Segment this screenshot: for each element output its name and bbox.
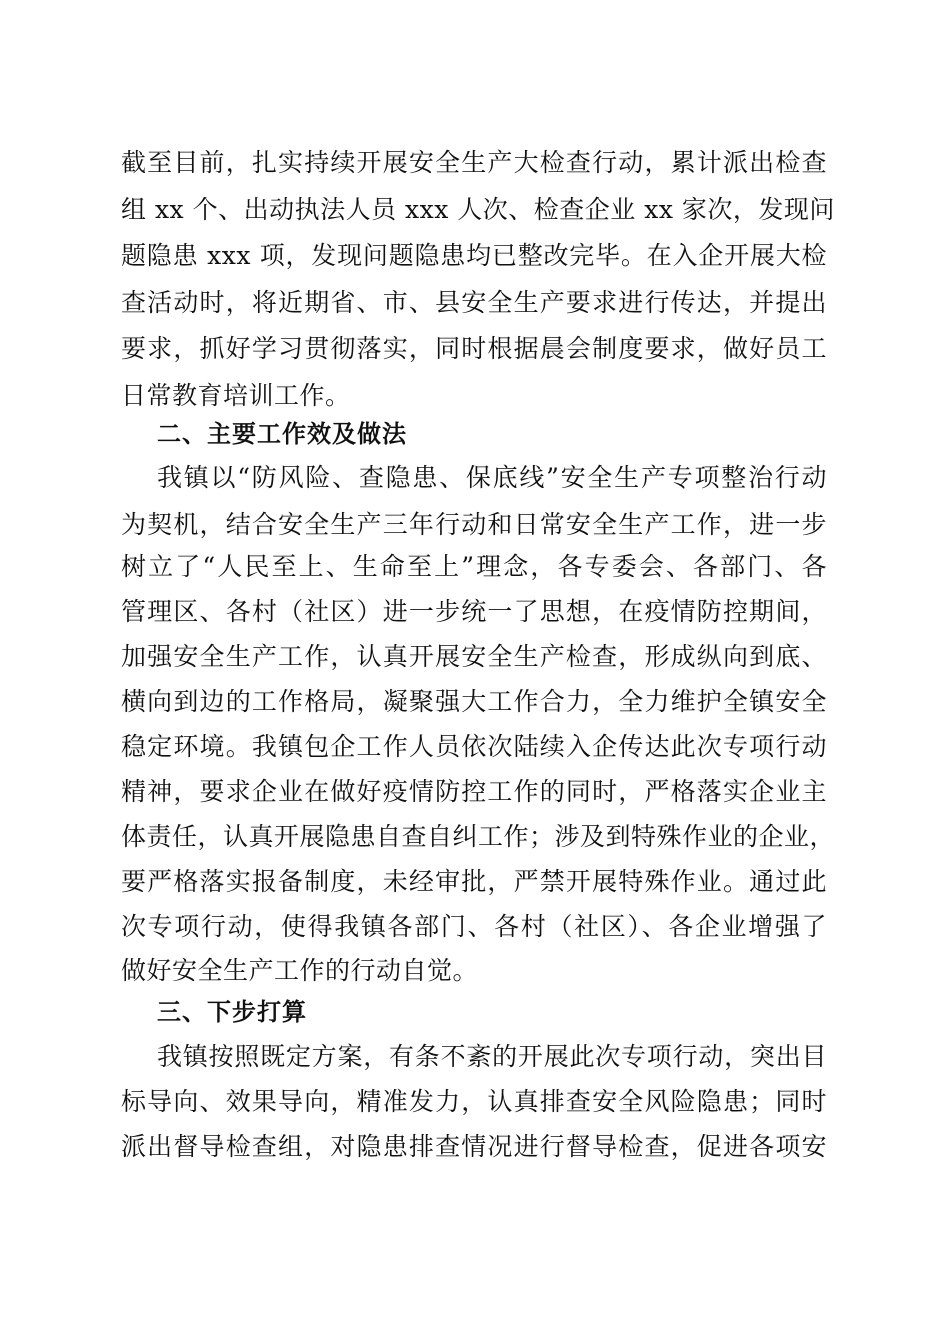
body-text-line: 截至目前，扎实持续开展安全生产大检查行动，累计派出检查 — [121, 148, 827, 177]
body-text-line: 日常教育培训工作。 — [121, 381, 351, 410]
body-text-line: 做好安全生产工作的行动自觉。 — [121, 956, 479, 985]
body-text-line: 管理区、各村（社区）进一步统一了思想，在疫情防控期间， — [121, 597, 827, 626]
body-text-line: 标导向、效果导向，精准发力，认真排查安全风险隐患；同时 — [121, 1087, 827, 1116]
body-text-line: 为契机，结合安全生产三年行动和日常安全生产工作，进一步 — [121, 510, 827, 539]
section-heading: 二、主要工作效及做法 — [157, 420, 407, 448]
body-text-line: 加强安全生产工作，认真开展安全生产检查，形成纵向到底、 — [121, 642, 827, 671]
body-text-line: 派出督导检查组，对隐患排查情况进行督导检查，促进各项安 — [121, 1132, 827, 1161]
body-text-line: 要严格落实报备制度，未经审批，严禁开展特殊作业。通过此 — [121, 867, 827, 896]
body-text-line: 我镇按照既定方案，有条不紊的开展此次专项行动，突出目 — [157, 1042, 827, 1071]
body-text-line: 查活动时，将近期省、市、县安全生产要求进行传达，并提出 — [121, 288, 827, 317]
body-text-line: 题隐患 xxx 项，发现问题隐患均已整改完毕。在入企开展大检 — [121, 241, 827, 270]
body-text-line: 组 xx 个、出动执法人员 xxx 人次、检查企业 xx 家次，发现问 — [121, 195, 835, 224]
section-heading: 三、下步打算 — [157, 998, 307, 1026]
body-text-line: 要求，抓好学习贯彻落实，同时根据晨会制度要求，做好员工 — [121, 334, 827, 363]
body-text-line: 我镇以“防风险、查隐患、保底线”安全生产专项整治行动 — [157, 463, 827, 492]
body-text-line: 精神，要求企业在做好疫情防控工作的同时，严格落实企业主 — [121, 777, 827, 806]
body-text-line: 体责任，认真开展隐患自查自纠工作；涉及到特殊作业的企业， — [121, 822, 836, 851]
body-text-line: 横向到边的工作格局，凝聚强大工作合力，全力维护全镇安全 — [121, 687, 827, 716]
body-text-line: 稳定环境。我镇包企工作人员依次陆续入企传达此次专项行动 — [121, 732, 827, 761]
body-text-line: 次专项行动，使得我镇各部门、各村（社区）、各企业增强了 — [121, 912, 827, 941]
body-text-line: 树立了“人民至上、生命至上”理念，各专委会、各部门、各 — [121, 552, 827, 581]
